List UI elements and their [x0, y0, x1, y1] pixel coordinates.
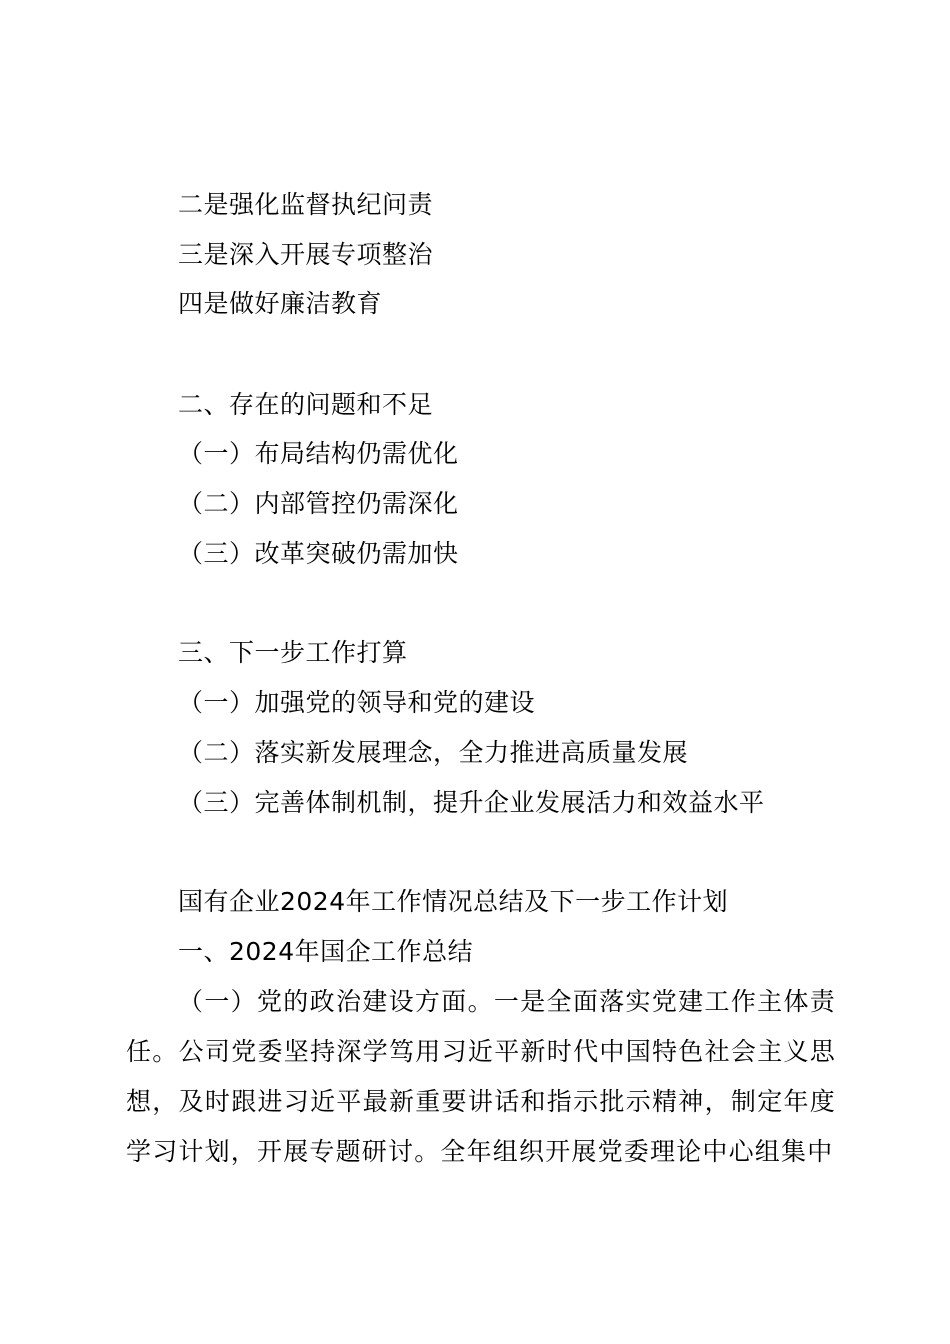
plan-item-3: （三）完善体制机制，提升企业发展活力和效益水平 [178, 788, 765, 817]
summary-subheading: 一、2024年国企工作总结 [178, 937, 474, 966]
body-paragraph: （一）党的政治建设方面。一是全面落实党建工作主体责任。公司党委坚持深学笃用习近平新时代中国特色社会主义思想，及时跟进习近平最新重要讲话和指示批示精神，制定年度学习计划，开展专题研讨。全年组织开展党委理论中心组集中 [126, 987, 836, 1166]
section-heading-problems: 二、存在的问题和不足 [178, 390, 434, 419]
document-title: 国有企业2024年工作情况总结及下一步工作计划 [178, 887, 729, 916]
problem-item-1: （一）布局结构仍需优化 [178, 439, 459, 468]
plan-item-2: （二）落实新发展理念，全力推进高质量发展 [178, 738, 689, 767]
item-integrity-education: 四是做好廉洁教育 [178, 289, 383, 318]
problem-item-3: （三）改革突破仍需加快 [178, 539, 459, 568]
item-special-rectification: 三是深入开展专项整治 [178, 240, 434, 269]
item-strengthen-supervision: 二是强化监督执纪问责 [178, 190, 434, 219]
problem-item-2: （二）内部管控仍需深化 [178, 489, 459, 518]
section-heading-next-steps: 三、下一步工作打算 [178, 638, 408, 667]
plan-item-1: （一）加强党的领导和党的建设 [178, 688, 536, 717]
